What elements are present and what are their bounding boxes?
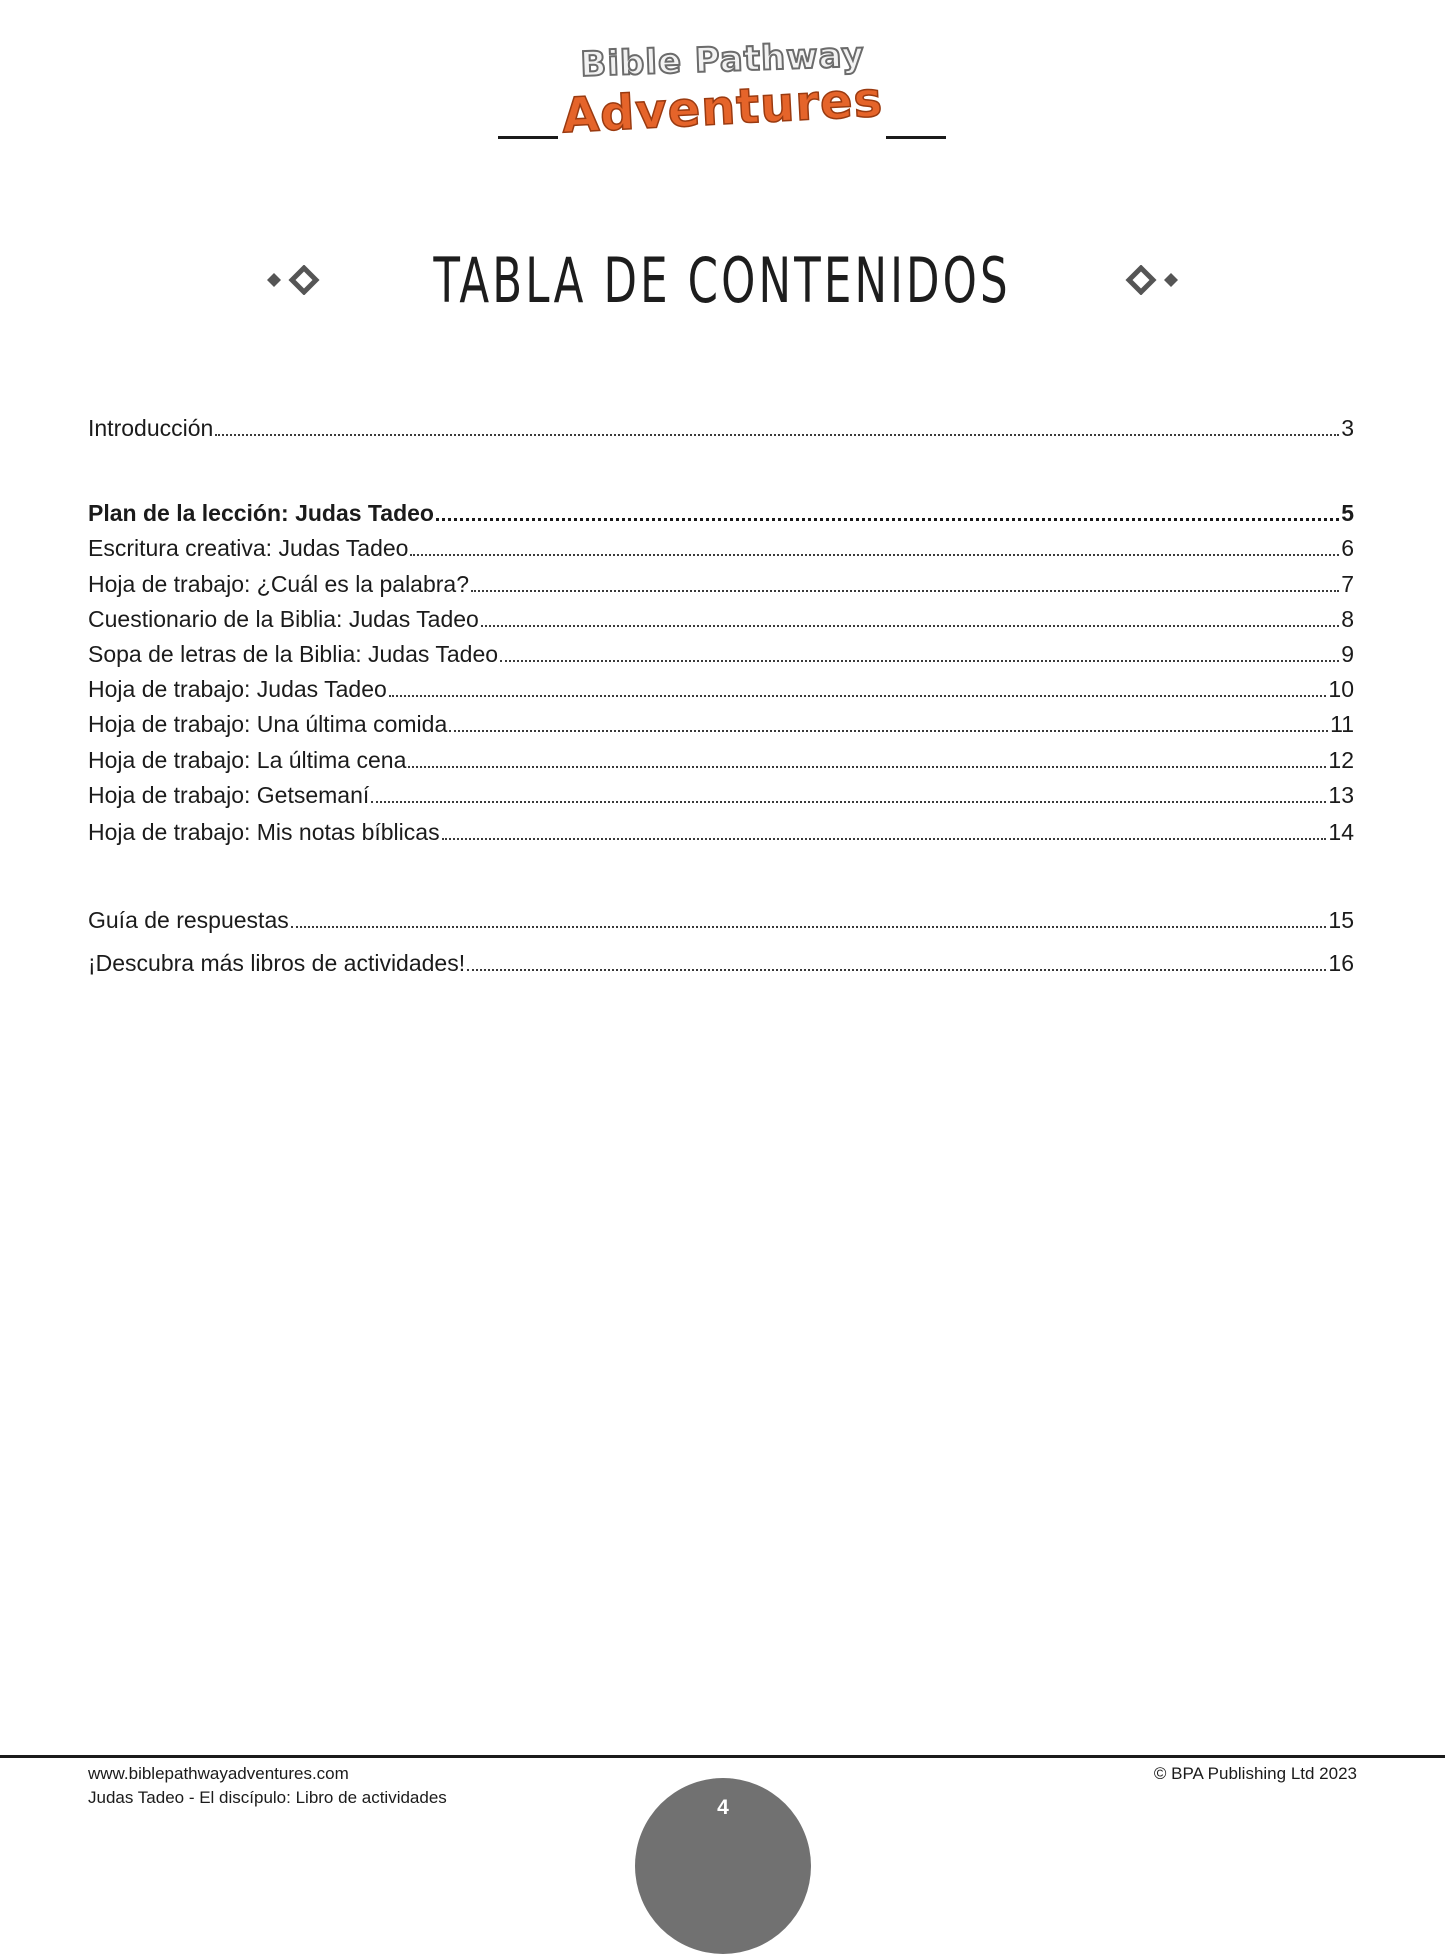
toc-dot-leader — [481, 625, 1339, 627]
toc-entry-label: Hoja de trabajo: Getsemaní — [88, 782, 370, 808]
page-title: TABLA DE CONTENIDOS — [433, 243, 1012, 317]
toc-entry-page: 3 — [1341, 415, 1354, 441]
toc-entry[interactable] — [88, 817, 1354, 847]
title-row — [0, 240, 1445, 320]
toc-entry-page: 14 — [1328, 819, 1354, 845]
toc-dot-leader — [408, 766, 1326, 768]
footer-left — [88, 1762, 447, 1810]
page-number: 4 — [717, 1796, 729, 1819]
toc-dot-leader — [442, 838, 1327, 840]
toc-dot-leader — [389, 695, 1327, 697]
toc-entry-page: 8 — [1341, 606, 1354, 632]
toc-entry-label: ¡Descubra más libros de actividades! — [88, 950, 466, 976]
footer-copyright: © BPA Publishing Ltd 2023 — [1153, 1764, 1357, 1783]
toc-dot-leader — [291, 926, 1327, 928]
toc-entry[interactable] — [88, 639, 1354, 669]
footer-book-title: Judas Tadeo - El discípulo: Libro de actividades — [88, 1788, 447, 1807]
toc-entry-page: 9 — [1341, 641, 1354, 667]
logo-line-2: Adventures — [560, 71, 885, 145]
toc-entry-page: 5 — [1341, 500, 1354, 526]
toc-entry-label: Hoja de trabajo: ¿Cuál es la palabra? — [88, 571, 470, 597]
toc-entry-label: Sopa de letras de la Biblia: Judas Tadeo — [88, 641, 499, 667]
toc-entry-label: Hoja de trabajo: Una última comida — [88, 711, 448, 737]
logo-line-1: Bible Pathway — [579, 35, 866, 85]
diamond-ornament-right-icon — [1115, 265, 1181, 295]
toc-entry-label: Hoja de trabajo: Mis notas bíblicas — [88, 819, 440, 845]
toc-dot-leader — [467, 969, 1326, 971]
toc-dot-leader — [449, 730, 1328, 732]
toc-dot-leader — [500, 660, 1339, 662]
toc-entry-page: 6 — [1341, 535, 1354, 561]
toc-dot-leader — [471, 590, 1339, 592]
toc-entry[interactable] — [88, 745, 1354, 775]
toc-entry-label: Plan de la lección: Judas Tadeo — [88, 500, 434, 526]
toc-entry-page: 12 — [1328, 747, 1354, 773]
toc-entry-label: Guía de respuestas — [88, 907, 289, 933]
toc-entry[interactable] — [88, 533, 1354, 563]
toc-entry[interactable] — [88, 498, 1354, 528]
publisher-logo — [0, 35, 1445, 150]
toc-entry-page: 10 — [1328, 676, 1354, 702]
toc-entry[interactable] — [88, 709, 1354, 739]
toc-entry[interactable] — [88, 948, 1354, 978]
toc-dot-leader — [410, 554, 1339, 556]
toc-entry-label: Introducción — [88, 415, 214, 441]
toc-entry[interactable] — [88, 780, 1354, 810]
toc-entry-page: 16 — [1328, 950, 1354, 976]
toc-entry-label: Hoja de trabajo: La última cena — [88, 747, 407, 773]
toc-entry[interactable] — [88, 413, 1354, 443]
toc-dot-leader — [371, 801, 1326, 803]
footer-website-link[interactable]: www.biblepathwayadventures.com — [88, 1764, 349, 1783]
toc-entry-page: 15 — [1328, 907, 1354, 933]
toc-entry[interactable] — [88, 905, 1354, 935]
toc-entry-page: 13 — [1328, 782, 1354, 808]
toc-entry-page: 7 — [1341, 571, 1354, 597]
toc-entry-label: Escritura creativa: Judas Tadeo — [88, 535, 409, 561]
toc-entry[interactable] — [88, 674, 1354, 704]
toc-entry-label: Hoja de trabajo: Judas Tadeo — [88, 676, 387, 702]
diamond-ornament-left-icon — [264, 265, 330, 295]
toc-entry[interactable] — [88, 569, 1354, 599]
footer-rule — [0, 1755, 1445, 1758]
toc-dot-leader — [436, 518, 1339, 521]
toc-dot-leader — [215, 434, 1339, 436]
toc-entry-label: Cuestionario de la Biblia: Judas Tadeo — [88, 606, 479, 632]
logo-rule-right — [886, 136, 946, 139]
toc-entry-page: 11 — [1330, 711, 1354, 737]
toc-entry[interactable] — [88, 604, 1354, 634]
